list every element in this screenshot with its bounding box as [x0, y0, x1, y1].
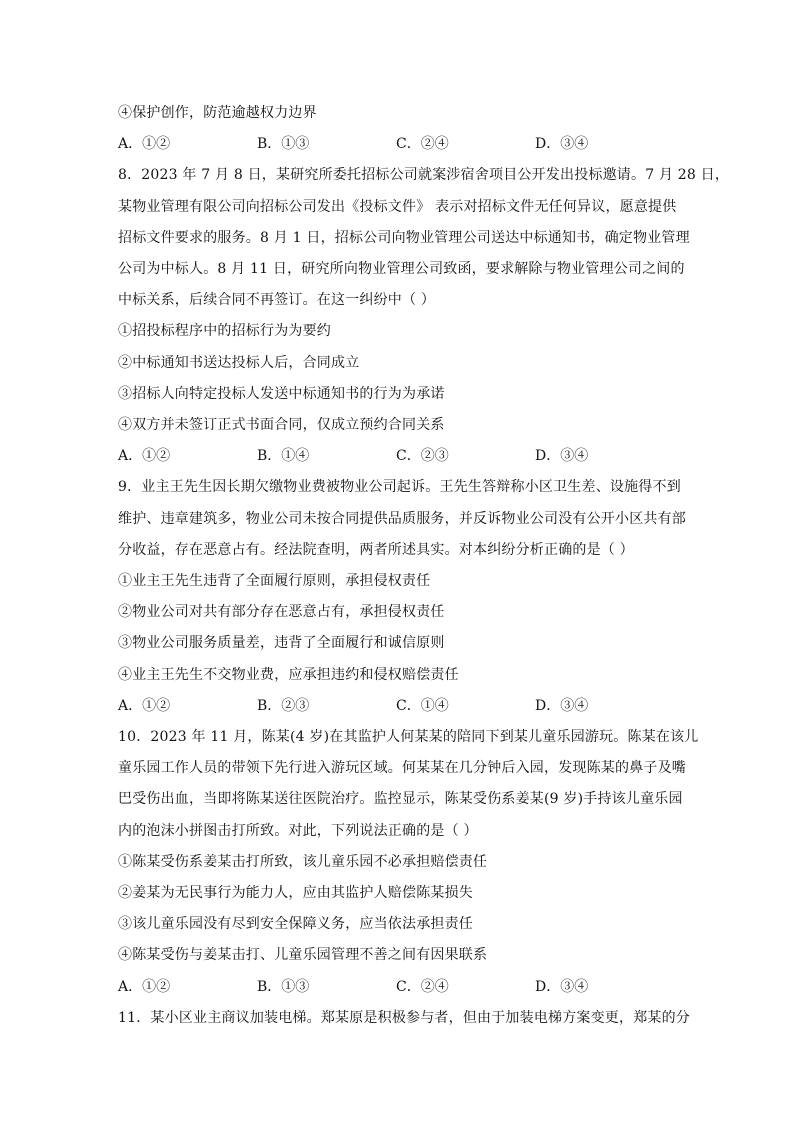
answer-option-d: D．③④ — [535, 448, 589, 465]
answer-option-d: D．③④ — [535, 697, 589, 714]
text-line: ③物业公司服务质量差，违背了全面履行和诚信原则 — [118, 635, 445, 652]
answer-option-c: C．②③ — [396, 448, 449, 465]
text-line: ③招标人向特定投标人发送中标通知书的行为为承诺 — [118, 385, 445, 402]
text-line: 公司为中标人。8 月 11 日，研究所向物业管理公司致函，要求解除与物业管理公司之间的 — [118, 261, 685, 277]
answer-option-a: A．①② — [118, 697, 171, 714]
answer-options — [118, 446, 678, 466]
answer-option-b: B．②③ — [257, 697, 310, 714]
answer-option-d: D．③④ — [535, 978, 589, 995]
answer-option-b: B．①③ — [257, 136, 310, 153]
text-line: ③该儿童乐园没有尽到安全保障义务，应当依法承担责任 — [118, 916, 473, 933]
text-line: 童乐园工作人员的带领下先行进入游玩区域。何某某在几分钟后入园，发现陈某的鼻子及嘴 — [118, 760, 686, 777]
text-line: ④保护创作，防范逾越权力边界 — [118, 105, 317, 121]
text-line: ④陈某受伤与姜某击打、儿童乐园管理不善之间有因果联系 — [118, 947, 488, 964]
text-line: ①业主王先生违背了全面履行原则，承担侵权责任 — [118, 573, 431, 589]
answer-options — [118, 977, 678, 997]
text-line: 分收益，存在恶意占有。经法院查明，两者所述具实。对本纠纷分析正确的是（ ） — [118, 541, 634, 558]
text-line: ①招投标程序中的招标行为为要约 — [118, 323, 331, 340]
text-line: 中标关系，后续合同不再签订。在这一纠纷中（ ） — [118, 292, 436, 309]
text-line: 11．某小区业主商议加装电梯。郑某原是积极参与者，但由于加装电梯方案变更，郑某的分 — [118, 1009, 691, 1026]
text-line: 8．2023 年 7 月 8 日，某研究所委托招标公司就案涉宿舍项目公开发出投标邀请。7 月 28 日， — [118, 167, 730, 184]
answer-option-a: A．①② — [118, 978, 171, 995]
text-line: ④业主王先生不交物业费，应承担违约和侵权赔偿责任 — [118, 666, 459, 683]
answer-option-b: B．①③ — [257, 978, 310, 995]
text-line: ②中标通知书送达投标人后，合同成立 — [118, 354, 360, 371]
answer-option-a: A．①② — [118, 136, 171, 153]
answer-option-c: C．①④ — [396, 697, 449, 714]
text-line: ④双方并未签订正式书面合同，仅成立预约合同关系 — [118, 417, 445, 433]
text-line: 巴受伤出血，当即将陈某送往医院治疗。监控显示，陈某受伤系姜某(9 岁)手持该儿童乐园 — [118, 791, 683, 808]
answer-options — [118, 134, 678, 154]
answer-options — [118, 696, 678, 716]
answer-option-c: C．②④ — [396, 978, 449, 995]
answer-option-b: B．①④ — [257, 448, 310, 465]
text-line: ①陈某受伤系姜某击打所致，该儿童乐园不必承担赔偿责任 — [118, 853, 488, 870]
text-line: ②姜某为无民事行为能力人，应由其监护人赔偿陈某损失 — [118, 885, 473, 901]
text-line: 招标文件要求的服务。8 月 1 日，招标公司向物业管理公司送达中标通知书，确定物业管理 — [118, 229, 690, 246]
text-line: 某物业管理有限公司向招标公司发出《投标文件》 表示对招标文件无任何异议，愿意提供 — [118, 198, 677, 215]
answer-option-d: D．③④ — [535, 136, 589, 153]
answer-option-a: A．①② — [118, 448, 171, 465]
answer-option-c: C．②④ — [396, 136, 449, 153]
text-line: 内的泡沫小拼图击打所致。对此，下列说法正确的是（ ） — [118, 822, 478, 839]
text-line: 维护、违章建筑多，物业公司未按合同提供品质服务，并反诉物业公司没有公开小区共有部 — [118, 510, 686, 527]
text-line: ②物业公司对共有部分存在恶意占有，承担侵权责任 — [118, 604, 445, 621]
text-line: 9．业主王先生因长期欠缴物业费被物业公司起诉。王先生答辩称小区卫生差、设施得不到 — [118, 479, 681, 496]
text-line: 10．2023 年 11 月，陈某(4 岁)在其监护人何某某的陪同下到某儿童乐园游玩。陈某在该儿 — [118, 729, 699, 745]
